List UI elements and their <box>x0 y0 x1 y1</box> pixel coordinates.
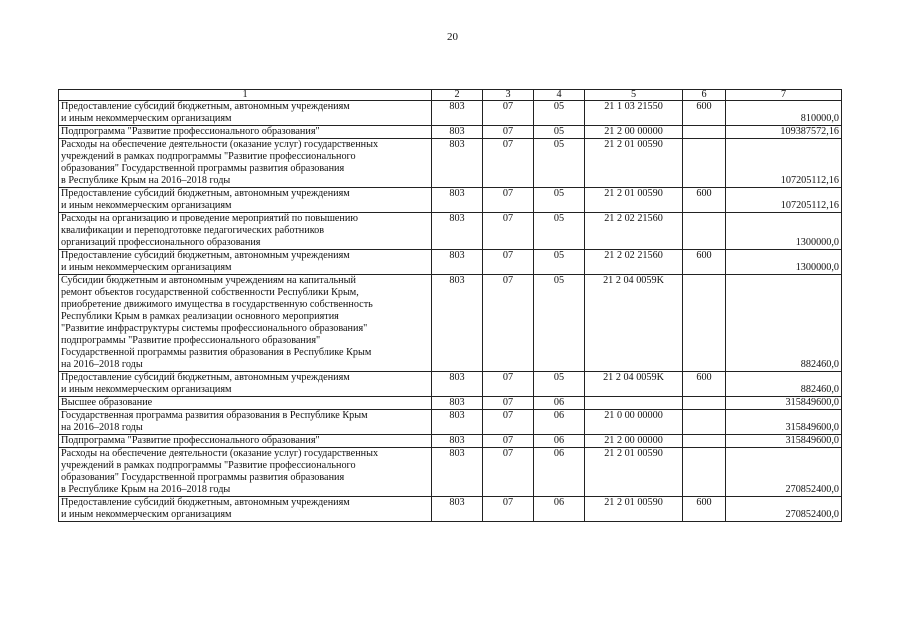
header-row <box>59 90 842 101</box>
row-expense-cell <box>683 410 726 435</box>
row-target-cell: 21 2 04 0059K <box>585 275 683 372</box>
table-row <box>59 448 842 497</box>
row-expense-cell <box>683 139 726 188</box>
row-amount-cell: 882460,0 <box>726 372 842 397</box>
row-code-cell: 803 <box>432 410 483 435</box>
row-subsection-cell: 05 <box>534 188 585 213</box>
row-amount-cell: 1300000,0 <box>726 250 842 275</box>
header-cell-3: 3 <box>483 90 534 101</box>
row-name-cell: Предоставление субсидий бюджетным, автономным учреждениям и иным некоммерческим организациям <box>59 250 432 275</box>
table-body <box>59 90 842 522</box>
row-subsection-cell: 05 <box>534 139 585 188</box>
row-target-cell: 21 2 00 00000 <box>585 126 683 139</box>
row-name-cell: Подпрограмма "Развитие профессионального образования" <box>59 435 432 448</box>
row-section-cell: 07 <box>483 139 534 188</box>
budget-table <box>58 89 842 522</box>
header-cell-4: 4 <box>534 90 585 101</box>
row-section-cell: 07 <box>483 126 534 139</box>
row-subsection-cell: 06 <box>534 397 585 410</box>
table-row <box>59 397 842 410</box>
row-amount-cell: 315849600,0 <box>726 435 842 448</box>
row-code-cell: 803 <box>432 372 483 397</box>
row-subsection-cell: 06 <box>534 497 585 522</box>
row-section-cell: 07 <box>483 435 534 448</box>
table-row <box>59 435 842 448</box>
row-name-cell: Предоставление субсидий бюджетным, автономным учреждениям и иным некоммерческим организациям <box>59 188 432 213</box>
row-target-cell: 21 2 01 00590 <box>585 497 683 522</box>
row-target-cell: 21 2 02 21560 <box>585 213 683 250</box>
row-amount-cell: 810000,0 <box>726 101 842 126</box>
row-amount-cell: 882460,0 <box>726 275 842 372</box>
row-section-cell: 07 <box>483 410 534 435</box>
row-code-cell: 803 <box>432 213 483 250</box>
row-name-cell: Предоставление субсидий бюджетным, автономным учреждениям и иным некоммерческим организациям <box>59 497 432 522</box>
row-amount-cell: 270852400,0 <box>726 448 842 497</box>
table-row <box>59 497 842 522</box>
row-name-cell: Расходы на обеспечение деятельности (оказание услуг) государственных учреждений в рамках подпрограммы "Развитие профессионального образования" Государственной программы развития образования в Республике Крым на 2016–2018 годы <box>59 139 432 188</box>
row-name-cell: Предоставление субсидий бюджетным, автономным учреждениям и иным некоммерческим организациям <box>59 101 432 126</box>
header-cell-5: 5 <box>585 90 683 101</box>
table-row <box>59 275 842 372</box>
row-section-cell: 07 <box>483 448 534 497</box>
row-section-cell: 07 <box>483 188 534 213</box>
row-section-cell: 07 <box>483 213 534 250</box>
row-code-cell: 803 <box>432 188 483 213</box>
row-amount-cell: 1300000,0 <box>726 213 842 250</box>
row-amount-cell: 315849600,0 <box>726 410 842 435</box>
row-code-cell: 803 <box>432 126 483 139</box>
row-target-cell: 21 2 01 00590 <box>585 188 683 213</box>
row-subsection-cell: 05 <box>534 250 585 275</box>
row-expense-cell: 600 <box>683 250 726 275</box>
row-target-cell: 21 2 01 00590 <box>585 139 683 188</box>
row-target-cell: 21 0 00 00000 <box>585 410 683 435</box>
header-cell-1: 1 <box>59 90 432 101</box>
row-expense-cell <box>683 448 726 497</box>
row-subsection-cell: 05 <box>534 372 585 397</box>
row-amount-cell: 270852400,0 <box>726 497 842 522</box>
table-row <box>59 410 842 435</box>
table-row <box>59 188 842 213</box>
row-name-cell: Предоставление субсидий бюджетным, автономным учреждениям и иным некоммерческим организациям <box>59 372 432 397</box>
row-code-cell: 803 <box>432 448 483 497</box>
row-name-cell: Высшее образование <box>59 397 432 410</box>
row-code-cell: 803 <box>432 397 483 410</box>
row-code-cell: 803 <box>432 139 483 188</box>
row-code-cell: 803 <box>432 101 483 126</box>
row-subsection-cell: 06 <box>534 410 585 435</box>
header-cell-7: 7 <box>726 90 842 101</box>
row-target-cell <box>585 397 683 410</box>
row-target-cell: 21 2 01 00590 <box>585 448 683 497</box>
table-row <box>59 372 842 397</box>
row-code-cell: 803 <box>432 275 483 372</box>
row-name-cell: Подпрограмма "Развитие профессионального образования" <box>59 126 432 139</box>
row-expense-cell <box>683 275 726 372</box>
row-amount-cell: 109387572,16 <box>726 126 842 139</box>
row-expense-cell <box>683 397 726 410</box>
row-subsection-cell: 06 <box>534 435 585 448</box>
header-cell-6: 6 <box>683 90 726 101</box>
row-code-cell: 803 <box>432 497 483 522</box>
row-section-cell: 07 <box>483 497 534 522</box>
row-section-cell: 07 <box>483 250 534 275</box>
row-amount-cell: 315849600,0 <box>726 397 842 410</box>
row-section-cell: 07 <box>483 372 534 397</box>
row-subsection-cell: 05 <box>534 275 585 372</box>
row-expense-cell: 600 <box>683 188 726 213</box>
table-row <box>59 250 842 275</box>
row-amount-cell: 107205112,16 <box>726 139 842 188</box>
row-target-cell: 21 2 02 21560 <box>585 250 683 275</box>
row-code-cell: 803 <box>432 435 483 448</box>
header-cell-2: 2 <box>432 90 483 101</box>
row-name-cell: Субсидии бюджетным и автономным учреждениям на капитальный ремонт объектов государственной собственности Республики Крым, приобретение движимого имущества в государственную собственность Республики Крым в рамках реализации основного мероприятия "Развитие инфраструктуры системы профессионального образования" подпрограммы "Развитие профессионального образования" Государственной программы развития образования в Республике Крым на 2016–2018 годы <box>59 275 432 372</box>
row-code-cell: 803 <box>432 250 483 275</box>
row-subsection-cell: 05 <box>534 101 585 126</box>
row-amount-cell: 107205112,16 <box>726 188 842 213</box>
table-row <box>59 126 842 139</box>
row-expense-cell <box>683 213 726 250</box>
row-name-cell: Расходы на организацию и проведение мероприятий по повышению квалификации и переподготовке педагогических работников организаций профессионального образования <box>59 213 432 250</box>
row-subsection-cell: 05 <box>534 126 585 139</box>
table-row <box>59 139 842 188</box>
row-section-cell: 07 <box>483 275 534 372</box>
row-expense-cell: 600 <box>683 372 726 397</box>
row-name-cell: Расходы на обеспечение деятельности (оказание услуг) государственных учреждений в рамках подпрограммы "Развитие профессионального образования" Государственной программы развития образования в Республике Крым на 2016–2018 годы <box>59 448 432 497</box>
row-target-cell: 21 2 04 0059K <box>585 372 683 397</box>
row-target-cell: 21 1 03 21550 <box>585 101 683 126</box>
table-row <box>59 213 842 250</box>
row-expense-cell: 600 <box>683 497 726 522</box>
row-name-cell: Государственная программа развития образования в Республике Крым на 2016–2018 годы <box>59 410 432 435</box>
page-number: 20 <box>447 31 458 43</box>
row-expense-cell <box>683 126 726 139</box>
row-target-cell: 21 2 00 00000 <box>585 435 683 448</box>
table-row <box>59 101 842 126</box>
row-expense-cell: 600 <box>683 101 726 126</box>
row-subsection-cell: 05 <box>534 213 585 250</box>
row-subsection-cell: 06 <box>534 448 585 497</box>
row-expense-cell <box>683 435 726 448</box>
row-section-cell: 07 <box>483 101 534 126</box>
row-section-cell: 07 <box>483 397 534 410</box>
